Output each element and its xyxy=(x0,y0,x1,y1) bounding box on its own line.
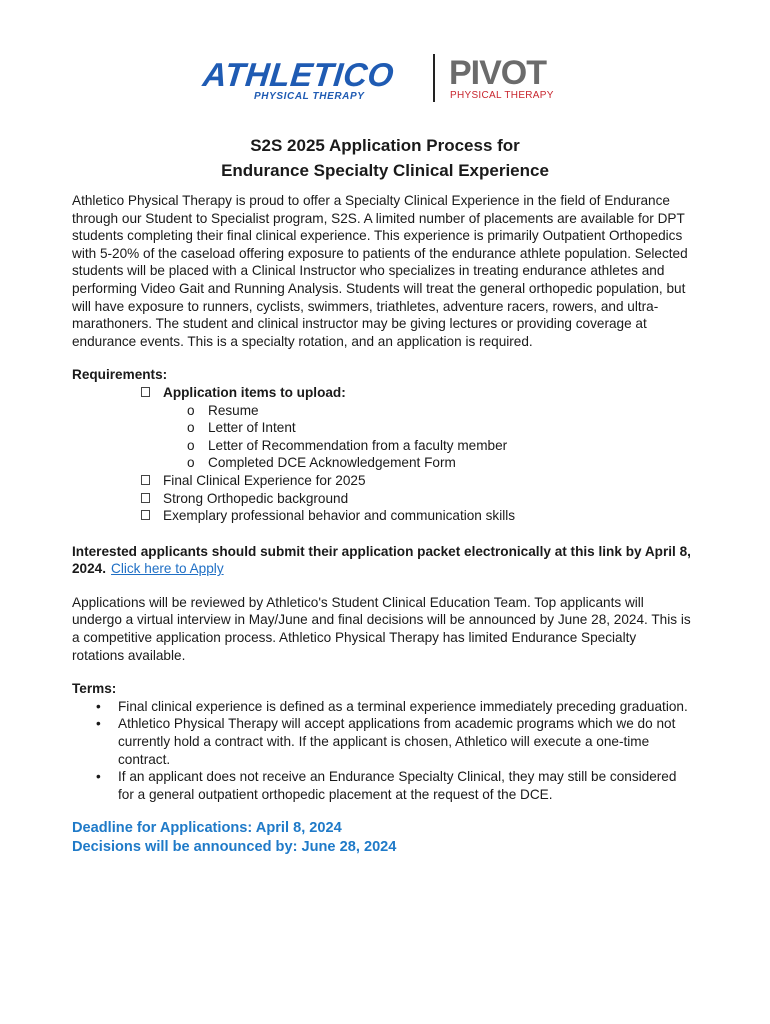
deadlines xyxy=(72,819,692,857)
circle-bullet-icon: o xyxy=(187,455,195,471)
apply-instructions xyxy=(72,543,692,578)
page-title-line-2: Endurance Specialty Clinical Experience xyxy=(221,161,549,180)
list-item: • Final clinical experience is defined as a terminal experience immediately preceding graduation. xyxy=(96,698,688,714)
apply-instructions-text: Interested applicants should submit their application packet electronically at this link by April 8, 2024. xyxy=(72,543,691,577)
terms-list xyxy=(72,698,692,804)
logo-divider xyxy=(433,54,435,102)
bullet-icon: • xyxy=(96,716,101,732)
requirement-upload-items xyxy=(72,384,692,472)
requirements-heading: Requirements: xyxy=(72,367,168,383)
circle-bullet-icon: o xyxy=(187,420,195,436)
checkbox-bullet-icon xyxy=(141,475,150,485)
checkbox-bullet-icon xyxy=(141,493,150,503)
athletico-logo-subtitle: PHYSICAL THERAPY xyxy=(254,91,365,102)
upload-heading: Application items to upload: xyxy=(163,384,346,400)
circle-bullet-icon: o xyxy=(187,402,195,418)
terms-heading: Terms: xyxy=(72,681,117,697)
list-item: o Resume xyxy=(187,402,259,418)
header-logos xyxy=(0,52,770,108)
page-title xyxy=(0,133,770,183)
list-item: • Athletico Physical Therapy will accept applications from academic programs which we do not currently hold a contract with. If the applicant is chosen, Athletico will execute a one-time contract. xyxy=(96,716,676,767)
list-item: • If an applicant does not receive an Endurance Specialty Clinical, they may still be considered for a general outpatient orthopedic placement at the request of the DCE. xyxy=(96,769,677,802)
decision-date: Decisions will be announced by: June 28, 2024 xyxy=(72,839,397,856)
application-deadline: Deadline for Applications: April 8, 2024 xyxy=(72,820,342,837)
list-item: o Completed DCE Acknowledgement Form xyxy=(187,455,456,471)
document-body xyxy=(72,192,692,857)
list-item: Final Clinical Experience for 2025 xyxy=(72,472,692,490)
pivot-logo-subtitle: PHYSICAL THERAPY xyxy=(450,90,554,101)
upload-items-list xyxy=(163,402,692,472)
pivot-logo xyxy=(449,56,579,102)
list-item: Strong Orthopedic background xyxy=(72,490,692,508)
athletico-logo-wordmark: ATHLETICO xyxy=(201,56,396,93)
apply-link[interactable]: Click here to Apply xyxy=(111,561,224,577)
checkbox-bullet-icon xyxy=(141,387,150,397)
circle-bullet-icon: o xyxy=(187,437,195,453)
requirements-list xyxy=(72,384,692,525)
list-item: o Letter of Intent xyxy=(187,420,296,436)
intro-paragraph: Athletico Physical Therapy is proud to offer a Specialty Clinical Experience in the field of Endurance through our Student to Specialist program, S2S. A limited number of placements are available for DPT students completing their final clinical experience. This experience is primarily Outpatient Orthopedics with 5-20% of the caseload offering exposure to patients of the endurance athlete population. Selected students will be placed with a Clinical Instructor who specializes in treating endurance athletes and performing Video Gait and Running Analysis. Students will treat the general orthopedic population, but will have exposure to runners, cyclists, swimmers, triathletes, adventure racers, rowers, and ultra-marathoners. The student and clinical instructor may be giving lectures or providing coverage at endurance events. This is a specialty rotation, and an application is required. xyxy=(72,193,688,349)
list-item: Exemplary professional behavior and communication skills xyxy=(72,507,692,525)
bullet-icon: • xyxy=(96,698,101,714)
list-item: o Letter of Recommendation from a faculty member xyxy=(187,437,508,453)
pivot-logo-wordmark: PIVOT xyxy=(449,54,547,92)
athletico-logo xyxy=(203,56,419,102)
page-title-line-1: S2S 2025 Application Process for xyxy=(250,136,520,155)
bullet-icon: • xyxy=(96,769,101,785)
checkbox-bullet-icon xyxy=(141,510,150,520)
review-paragraph: Applications will be reviewed by Athletico's Student Clinical Education Team. Top applicants will undergo a virtual interview in May/June and final decisions will be announced by June 28, 2024. This is a competitive application process. Athletico Physical Therapy has limited Endurance Specialty rotations available. xyxy=(72,594,691,663)
